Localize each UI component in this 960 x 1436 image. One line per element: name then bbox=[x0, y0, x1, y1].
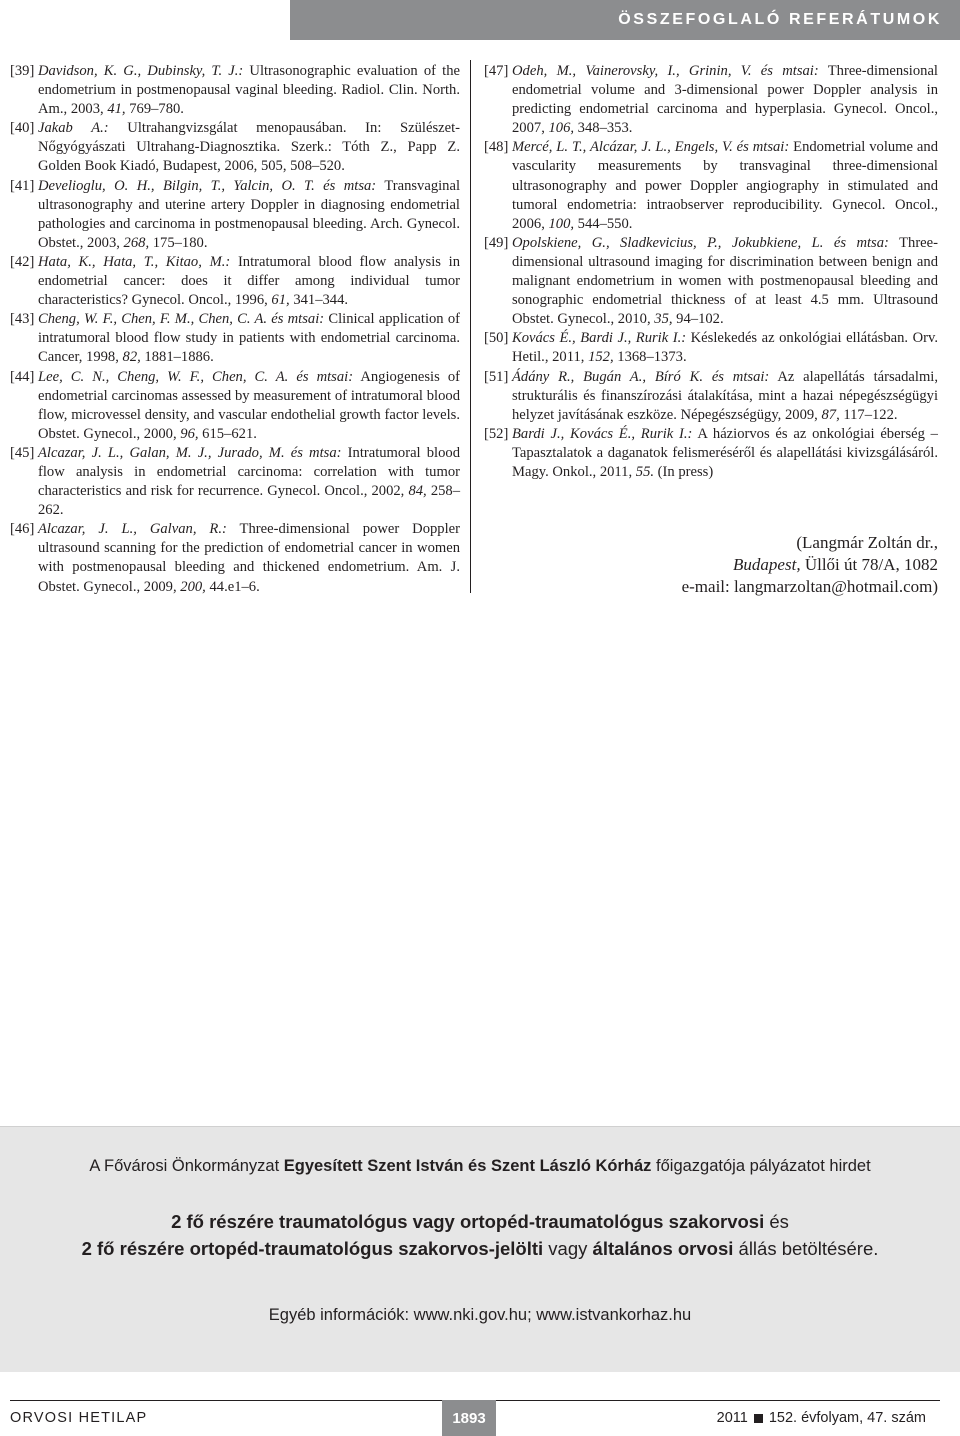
footer-year: 2011 bbox=[716, 1410, 748, 1426]
footer-rule-left bbox=[10, 1400, 442, 1401]
reference-item bbox=[484, 368, 938, 425]
reference-text: Intratumoral blood flow analysis in endometrial carcinoma: correlation with tumor characteristics and risk for recurrence. Gynecol. Oncol., 2002, bbox=[38, 444, 460, 500]
reference-authors: Develioglu, O. H., Bilgin, T., Yalcin, O. T. és mtsa: bbox=[38, 177, 377, 194]
reference-volume: 61, bbox=[271, 292, 290, 309]
reference-text: Clinical application of intratumoral blood flow study in patients with endometrial carcinoma. Cancer, 1998, bbox=[38, 311, 460, 366]
reference-authors: Mercé, L. T., Alcázar, J. L., Engels, V. és mtsai: bbox=[512, 139, 790, 156]
reference-number: [40] bbox=[10, 120, 35, 137]
ad-position-2-or: vagy bbox=[543, 1238, 593, 1259]
reference-volume: 268, bbox=[123, 234, 150, 251]
author-signature bbox=[518, 532, 938, 598]
reference-pages: 615–621. bbox=[198, 425, 257, 442]
reference-authors: Jakab A.: bbox=[38, 120, 109, 137]
ad-position-1 bbox=[0, 1211, 960, 1233]
reference-pages: 175–180. bbox=[149, 234, 208, 251]
reference-volume: 96, bbox=[180, 425, 199, 442]
signature-street: Üllői út 78/A, 1082 bbox=[800, 555, 938, 574]
reference-number: [47] bbox=[484, 63, 509, 79]
reference-item bbox=[10, 62, 460, 119]
reference-item bbox=[484, 138, 938, 233]
reference-authors: Odeh, M., Vainerovsky, I., Grinin, V. és mtsai: bbox=[512, 63, 819, 79]
reference-number: [45] bbox=[10, 444, 35, 461]
reference-authors: Lee, C. N., Cheng, W. F., Chen, C. A. és mtsai: bbox=[38, 368, 354, 385]
reference-pages: 341–344. bbox=[289, 292, 349, 309]
reference-volume: 35, bbox=[654, 311, 673, 328]
reference-volume: 41, bbox=[107, 101, 126, 118]
reference-volume: 106, bbox=[548, 120, 575, 137]
reference-item bbox=[484, 62, 938, 138]
reference-pages: 94–102. bbox=[672, 311, 724, 328]
reference-item bbox=[10, 177, 460, 253]
reference-item bbox=[10, 253, 460, 310]
reference-volume: 87, bbox=[821, 406, 840, 423]
signature-name: (Langmár Zoltán dr., bbox=[796, 533, 938, 552]
reference-volume: 100, bbox=[548, 215, 575, 232]
reference-volume: 84, bbox=[408, 483, 427, 500]
reference-text: Transvaginal ultrasonography and uterine artery Doppler in diagnosing endometrial pathologies and carcinoma in postmenopausal bleeding. Arch. Gynecol. Obstet., 2003, bbox=[38, 177, 460, 251]
reference-authors: Alcazar, J. L., Galan, M. J., Jurado, M. és mtsa: bbox=[38, 444, 342, 461]
footer-rule-right bbox=[496, 1400, 940, 1401]
reference-pages: 544–550. bbox=[574, 215, 633, 232]
signature-address bbox=[518, 554, 938, 576]
reference-number: [39] bbox=[10, 63, 35, 79]
ad-intro-a: A Fővárosi Önkormányzat bbox=[89, 1157, 284, 1175]
ad-position-1-bold: 2 fő részére traumatológus vagy ortopéd-traumatológus szakorvosi bbox=[171, 1211, 765, 1232]
reference-number: [42] bbox=[10, 253, 35, 270]
reference-text: A háziorvos és az onkológiai éberség – Tapasztalatok a daganatok felismeréséről és alapellátási kivizsgálásáról. Magy. Onkol., 2011, bbox=[512, 425, 938, 480]
reference-item bbox=[10, 310, 460, 367]
reference-item bbox=[10, 119, 460, 176]
reference-authors: Cheng, W. F., Chen, F. M., Chen, C. A. és mtsai: bbox=[38, 311, 325, 328]
reference-pages: 1881–1886. bbox=[140, 349, 214, 366]
reference-text: Az alapellátás társadalmi, strukturális és finanszírozási átalakítása, mint a hazai népegészségügyi helyzet javításának eszköze. Népegészségügy, 2009, bbox=[512, 368, 938, 423]
ad-intro-c: főigazgatója pályázatot hirdet bbox=[651, 1157, 871, 1175]
reference-pages: 44.e1–6. bbox=[205, 578, 260, 595]
reference-text: Three-dimensional power Doppler ultrasound scanning for the prediction of endometrial cancer in women with postmenopausal bleeding and thickened endometrium. Am. J. Obstet. Gynecol., 2009, bbox=[38, 521, 460, 595]
ad-position-2-end: állás betöltésére. bbox=[733, 1238, 879, 1259]
reference-number: [46] bbox=[10, 521, 35, 538]
reference-authors: Davidson, K. G., Dubinsky, T. J.: bbox=[38, 63, 244, 79]
column-divider bbox=[470, 60, 471, 593]
reference-authors: Opolskiene, G., Sladkevicius, P., Jokubkiene, L. és mtsa: bbox=[512, 234, 889, 251]
section-header-band bbox=[290, 0, 960, 40]
reference-number: [48] bbox=[484, 139, 509, 156]
ad-position-1-and: és bbox=[764, 1211, 789, 1232]
reference-text: Ultrahangvizsgálat menopausában. In: Szülészet-Nőgyógyászati Ultrahang-Diagnosztika. Szerk.: Tóth Z., Papp Z. Golden Book Kiadó, Budapest, 2006, 505, 508–520. bbox=[38, 120, 461, 175]
job-advertisement bbox=[0, 1126, 960, 1372]
reference-item bbox=[10, 444, 460, 520]
ad-position-2 bbox=[0, 1238, 960, 1260]
reference-pages: (In press) bbox=[654, 463, 714, 480]
reference-authors: Alcazar, J. L., Galvan, R.: bbox=[38, 521, 227, 538]
reference-volume: 82, bbox=[122, 349, 141, 366]
reference-item bbox=[10, 520, 460, 596]
reference-text: Endometrial volume and vascularity measurements by transvaginal three-dimensional ultrasonography and power Doppler angiography in stimulated and tumoral endometria: intraobserver reproducibility. Gynecol. Oncol., 2006, bbox=[512, 139, 938, 232]
signature-city: Budapest, bbox=[733, 555, 801, 574]
reference-number: [50] bbox=[484, 330, 509, 347]
reference-item bbox=[10, 368, 460, 444]
reference-text: Intratumoral blood flow analysis in endometrial cancer: does it differ among individual tumor characteristics? Gynecol. Oncol., 1996, bbox=[38, 253, 461, 309]
reference-volume: 152, bbox=[588, 349, 614, 366]
reference-volume: 200, bbox=[180, 578, 206, 595]
reference-text: Késlekedés az onkológiai ellátásban. Orv. Hetil., 2011, bbox=[512, 330, 938, 366]
reference-number: [51] bbox=[484, 368, 509, 385]
ad-info-links[interactable]: Egyéb információk: www.nki.gov.hu; www.istvankorhaz.hu bbox=[268, 1306, 692, 1324]
reference-item bbox=[484, 234, 938, 329]
signature-email: e-mail: langmarzoltan@hotmail.com) bbox=[681, 577, 938, 596]
reference-column-right bbox=[484, 62, 938, 482]
reference-text: Three-dimensional endometrial volume and 3-dimensional power Doppler analysis in predicting endometrial carcinoma and hyperplasia. Gynecol. Oncol., 2007, bbox=[512, 63, 938, 137]
footer-issue bbox=[717, 1410, 926, 1426]
reference-authors: Kovács É., Bardi J., Rurik I.: bbox=[512, 330, 687, 347]
reference-number: [49] bbox=[484, 234, 509, 251]
reference-text: Three-dimensional ultrasound imaging for discrimination between benign and malignant endometrium in women with postmenopausal bleeding and sonographic endometrial thickness of at least 4.5 mm. Ultrasound Obstet. Gynecol., 2010, bbox=[512, 234, 938, 328]
reference-pages: 117–122. bbox=[839, 406, 898, 423]
reference-pages: 348–353. bbox=[574, 120, 633, 137]
square-bullet-icon bbox=[754, 1414, 763, 1423]
reference-text: Ultrasonographic evaluation of the endometrium in postmenopausal vaginal bleeding. Radiol. Clin. North. Am., 2003, bbox=[38, 63, 460, 118]
reference-volume: 55. bbox=[635, 463, 655, 480]
reference-number: [41] bbox=[10, 177, 35, 194]
reference-authors: Hata, K., Hata, T., Kitao, M.: bbox=[38, 253, 231, 270]
reference-pages: 258–262. bbox=[38, 483, 461, 519]
ad-position-2-general: általános orvosi bbox=[592, 1238, 734, 1259]
reference-number: [43] bbox=[10, 311, 35, 328]
reference-number: [52] bbox=[484, 425, 509, 442]
reference-number: [44] bbox=[10, 368, 35, 385]
reference-text: Angiogenesis of endometrial carcinomas assessed by measurement of intratumoral blood flow, microvessel density, and vascular endothelial growth factor levels. Obstet. Gynecol., 2000, bbox=[38, 368, 460, 442]
ad-position-2-bold: 2 fő részére ortopéd-traumatológus szakorvos-jelölti bbox=[81, 1238, 544, 1259]
ad-hospital-name: Egyesített Szent István és Szent László Kórház bbox=[283, 1157, 652, 1175]
footer-volume: 152. évfolyam, 47. szám bbox=[768, 1410, 926, 1426]
ad-intro bbox=[0, 1157, 960, 1176]
reference-authors: Ádány R., Bugán A., Bíró K. és mtsai: bbox=[512, 368, 770, 385]
reference-item bbox=[484, 425, 938, 482]
reference-item bbox=[484, 329, 938, 367]
footer-journal-name: ORVOSI HETILAP bbox=[10, 1410, 148, 1426]
reference-column-left bbox=[10, 62, 460, 597]
reference-pages: 769–780. bbox=[125, 101, 184, 118]
reference-pages: 1368–1373. bbox=[613, 349, 687, 366]
reference-authors: Bardi J., Kovács É., Rurik I.: bbox=[512, 425, 693, 442]
section-title: ÖSSZEFOGLALÓ REFERÁTUMOK bbox=[618, 11, 942, 28]
page-number: 1893 bbox=[442, 1400, 496, 1436]
